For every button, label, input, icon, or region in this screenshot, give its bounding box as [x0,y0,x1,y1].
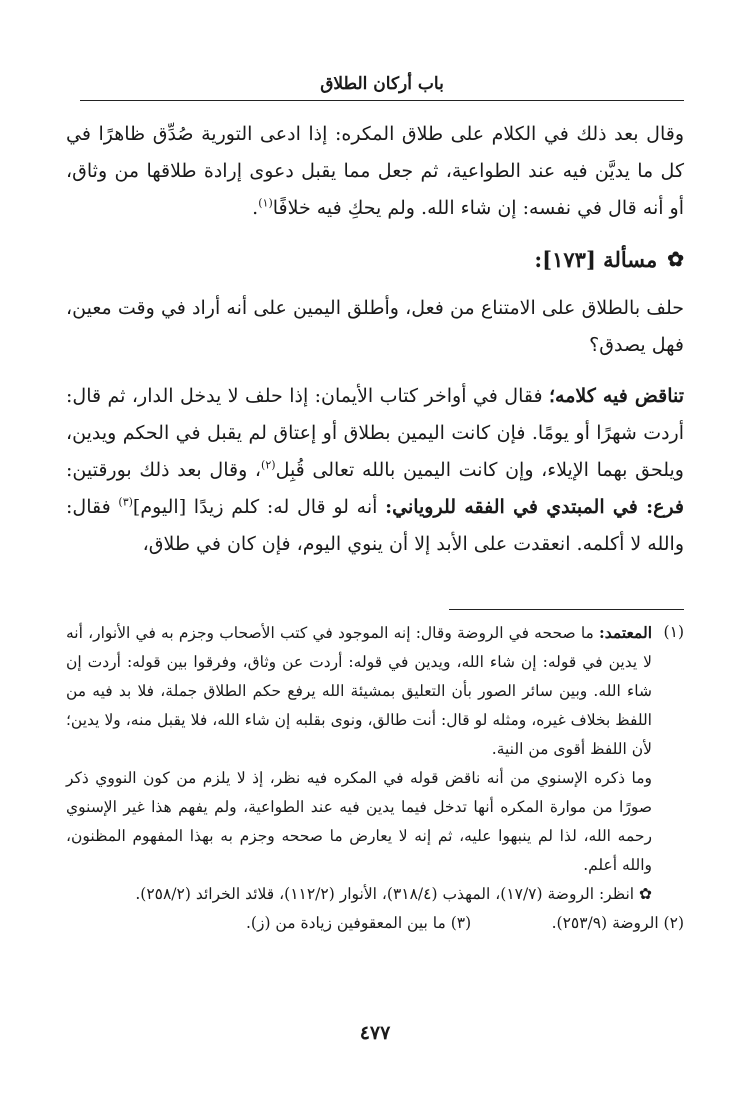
footnote-1: (١) المعتمد: ما صححه في الروضة وقال: إنه الموجود في كتب الأصحاب وجزم به في الأنوار، أنه لا يدين في قوله: إن شاء الله، ويدين في قوله: أردت عن وثاق، وفرقوا بين قوله: أردت إن شاء الله. وبين سائر الصور بأن التعليق بمشيئة الله يرفع حكم الطلاق جملة، فلا بد فيه من اللفظ بخلاف غيره، ومثله لو قال: أنت طالق، ونوى بقلبه إن شاء الله، فلا يقبل منه، ولا يدين؛ لأن اللفظ أقوى من النية. [66,618,684,764]
paragraph-1: وقال بعد ذلك في الكلام على طلاق المكره: إذا ادعى التورية صُدِّق ظاهرًا في كل ما يديَّن فيه عند الطواعية، ثم جعل مما يقبل دعوى إرادة طلاقها من وثاق، أو أنه قال في نفسه: إن شاء الله. ولم يحكِ فيه خلافًا$^{(١)}$. [66,123,684,219]
branch-label: فرع: في المبتدي في الفقه للروياني: [385,496,684,518]
header-divider [80,100,684,101]
footnote-1-continuation: وما ذكره الإسنوي من أنه ناقض قوله في المكره فيه نظر، إذ لا يلزم من كون النووي ذكر صورًا من موارة المكره أنها تدخل فيما يدين فيه عند الطواعية، ولم يفهم هذا غير الإسنوي رحمه الله، لذا لم ينبهوا عليه، ثم إنه لا يعارض ما صححه وجزم به بهذا المفهوم المظنون، والله أعلم. [66,769,652,874]
footnote-ref-2[interactable]: (٢) [261,458,276,472]
footnote-number: (١) [663,623,684,641]
issue-label: مسألة [١٧٣]: [534,247,658,272]
answer-paragraph: تناقض فيه كلامه؛ فقال في أواخر كتاب الأيمان: إذا حلف لا يدخل الدار، ثم قال: أردت شهرًا أو يومًا. فإن كانت اليمين بطلاق أو إعتاق لم يقبل في الحكم ويدين، ويلحق بهما الإيلاء، وإن كانت اليمين بالله تعالى قُبِل$^{(٢)}$، وقال بعد ذلك بورقتين: فرع: في المبتدي في الفقه للروياني: أنه لو قال له: كلم زيدًا [اليوم]$^{(٣)}$ فقال: والله لا أكلمه. انعقدت على الأبد إلا أن ينوي اليوم، فإن كان في طلاق، [66,385,684,555]
flower-icon: ✿ [634,885,652,903]
footnote-ref-1[interactable]: (١) [258,196,273,210]
footnotes [66,618,684,938]
footnote-3: (٣) ما بين المعقوفين زيادة من (ز). [246,914,472,932]
running-header: باب أركان الطلاق [320,74,444,94]
footnote-divider [449,609,684,610]
footnotes-2-3 [66,909,684,938]
page-number: ٤٧٧ [359,1022,391,1044]
footnote-2: (٢) الروضة (٢٥٣/٩). [551,914,684,932]
main-text [66,116,684,563]
footnote-ref-3[interactable]: (٣) [118,495,133,509]
answer-lead: تناقض فيه كلامه؛ [549,385,684,407]
footnote-lead: المعتمد: [599,623,652,642]
flower-icon: ✿ [667,247,684,271]
issue-heading [66,241,684,278]
footnote-1-sources: ✿ انظر: الروضة (١٧/٧)، المهذب (٣١٨/٤)، الأنوار (١١٢/٢)، قلائد الخرائد (٢٥٨/٢). [135,885,652,903]
question-paragraph: حلف بالطلاق على الامتناع من فعل، وأطلق اليمين على أنه أراد في وقت معين، فهل يصدق؟ [66,297,684,356]
